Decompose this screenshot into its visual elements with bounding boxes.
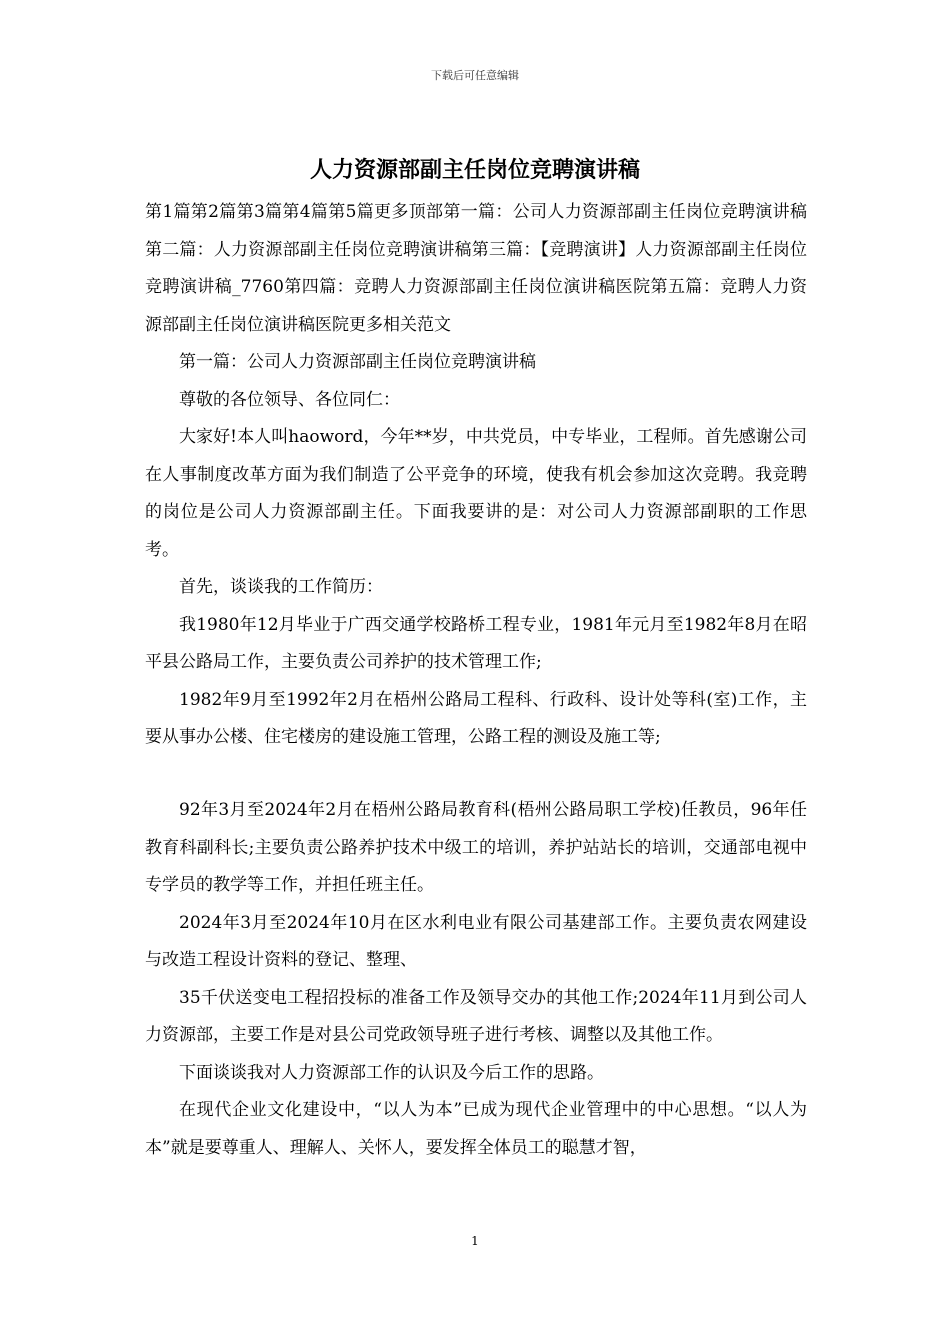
page-number: 1 [471,1234,479,1248]
body-paragraph: 我1980年12月毕业于广西交通学校路桥工程专业，1981年元月至1982年8月在昭平县公路局工作，主要负责公司养护的技术管理工作; [145,614,807,672]
section-heading: 第一篇：公司人力资源部副主任岗位竞聘演讲稿 [179,352,536,372]
body-paragraph: 35千伏送变电工程招投标的准备工作及领导交办的其他工作;2024年11月到公司人力资源部，主要工作是对县公司党政领导班子进行考核、调整以及其他工作。 [145,987,807,1045]
header-note: 下载后可任意编辑 [431,69,519,82]
document-title: 人力资源部副主任岗位竞聘演讲稿 [309,157,640,183]
body-block-bottom [145,792,807,1167]
body-block-top [145,194,807,757]
body-paragraph: 1982年9月至1992年2月在梧州公路局工程科、行政科、设计处等科(室)工作，主要从事办公楼、住宅楼房的建设施工管理，公路工程的测设及施工等; [145,689,807,747]
body-paragraph: 2024年3月至2024年10月在区水利电业有限公司基建部工作。主要负责农网建设与改造工程设计资料的登记、整理、 [145,912,807,970]
salutation: 尊敬的各位领导、各位同仁： [179,389,400,410]
body-paragraph: 92年3月至2024年2月在梧州公路局教育科(梧州公路局职工学校)任教员，96年任教育科副科长;主要负责公路养护技术中级工的培训，养护站站长的培训，交通部电视中专学员的教学等工作，并担任班主任。 [145,800,807,895]
body-paragraph: 下面谈谈我对人力资源部工作的认识及今后工作的思路。 [179,1062,604,1083]
body-paragraph: 大家好!本人叫haoword，今年**岁，中共党员，中专毕业，工程师。首先感谢公司在人事制度改革方面为我们制造了公平竞争的环境，使我有机会参加这次竞聘。我竞聘的岗位是公司人力资源部副主任。下面我要讲的是：对公司人力资源部副职的工作思考。 [145,427,807,560]
toc-paragraph: 第1篇第2篇第3篇第4篇第5篇更多顶部第一篇：公司人力资源部副主任岗位竞聘演讲稿第二篇：人力资源部副主任岗位竞聘演讲稿第三篇：【竞聘演讲】人力资源部副主任岗位竞聘演讲稿_7760第四篇：竞聘人力资源部副主任岗位演讲稿医院第五篇：竞聘人力资源部副主任岗位演讲稿医院更多相关范文 [145,202,807,335]
body-paragraph: 在现代企业文化建设中，“以人为本”已成为现代企业管理中的中心思想。“以人为本”就是要尊重人、理解人、关怀人，要发挥全体员工的聪慧才智， [145,1100,807,1158]
body-paragraph: 首先，谈谈我的工作简历： [179,577,383,597]
